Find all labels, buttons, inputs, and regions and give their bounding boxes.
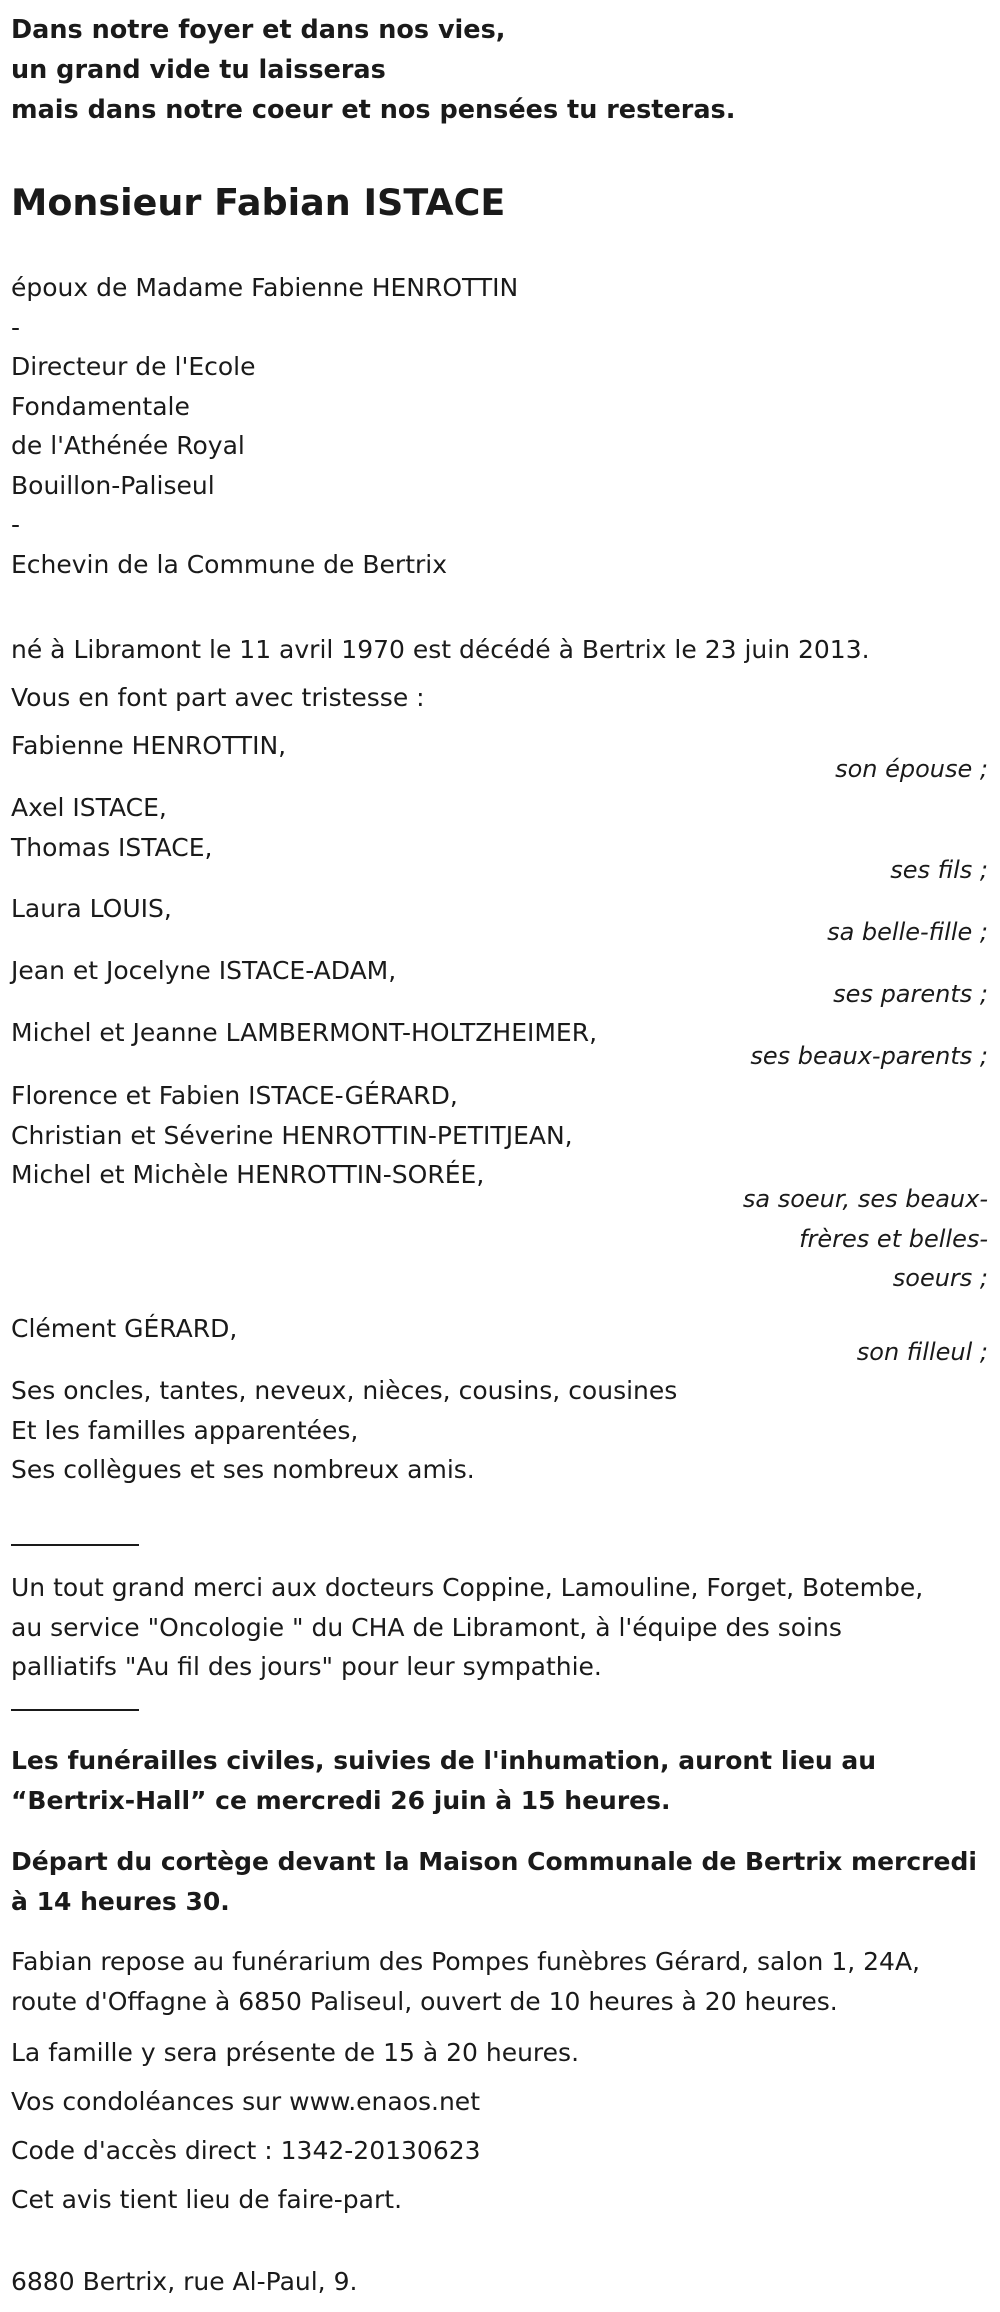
bio-line: Echevin de la Commune de Bertrix [11,549,448,579]
family-name: Florence et Fabien ISTACE-GÉRARD, [11,1081,458,1110]
procession-info [11,1842,977,1921]
family-name: Axel ISTACE, [11,793,167,822]
deceased-name: Monsieur Fabian ISTACE [11,181,506,224]
poem-line: un grand vide tu laisseras [11,55,386,85]
bio-line: époux de Madame Fabienne HENROTTIN [11,273,519,302]
family-relation-line: sa soeur, ses beaux- [742,1185,988,1213]
family-relation: sa belle-fille ; [827,918,988,946]
family-names: Michel et Jeanne LAMBERMONT-HOLTZHEIMER, [11,1018,598,1047]
family-presence: La famille y sera présente de 15 à 20 heures. [11,2038,580,2067]
bio-line: de l'Athénée Royal [11,431,245,460]
rest-line: Fabian repose au funérarium des Pompes funèbres Gérard, salon 1, 24A, [11,1947,920,1976]
rest-info [11,1942,920,2021]
birth-death: né à Libramont le 11 avril 1970 est décédé à Bertrix le 23 juin 2013. [11,635,870,664]
thanks-line: Un tout grand merci aux docteurs Coppine, Lamouline, Forget, Botembe, [11,1573,924,1602]
announcement-intro: Vous en font part avec tristesse : [11,683,425,712]
condolences: Vos condoléances sur www.enaos.net [11,2087,480,2116]
extended-family-line: Et les familles apparentées, [11,1415,359,1445]
poem-line: Dans notre foyer et dans nos vies, [11,15,506,45]
bio-line: - [11,312,21,342]
thanks-line: palliatifs "Au fil des jours" pour leur sympathie. [11,1652,602,1681]
family-names: Laura LOUIS, [11,894,172,923]
funeral-line: Les funérailles civiles, suivies de l'inhumation, auront lieu au [11,1746,877,1775]
thanks [11,1568,923,1687]
family-name: Michel et Michèle HENROTTIN-SORÉE, [11,1160,485,1189]
separator-line [11,1544,139,1546]
family-relation: ses fils ; [890,856,988,884]
extended-family [11,1371,677,1490]
bio [11,268,518,584]
procession-line: Départ du cortège devant la Maison Communale de Bertrix mercredi [11,1847,977,1876]
separator-line [11,1709,139,1711]
thanks-line: au service "Oncologie " du CHA de Libramont, à l'équipe des soins [11,1612,842,1642]
family-names [11,788,213,867]
extended-family-line: Ses oncles, tantes, neveux, nièces, cousins, cousines [11,1376,678,1405]
family-relation: ses parents ; [833,980,988,1008]
family-relation: ses beaux-parents ; [750,1042,988,1070]
bio-line: Directeur de l'Ecole [11,352,256,381]
family-relation-line: soeurs ; [892,1264,988,1292]
bio-line: Bouillon-Paliseul [11,470,215,500]
family-names: Clément GÉRARD, [11,1314,238,1343]
family-names: Jean et Jocelyne ISTACE-ADAM, [11,956,397,985]
extended-family-line: Ses collègues et ses nombreux amis. [11,1455,475,1484]
bio-line: Fondamentale [11,391,190,421]
family-name: Thomas ISTACE, [11,832,213,862]
procession-line: à 14 heures 30. [11,1886,230,1916]
bio-line: - [11,510,21,539]
family-names [11,1076,573,1195]
family-relation: son épouse ; [835,755,988,783]
family-names: Fabienne HENROTTIN, [11,731,287,760]
funeral-line: “Bertrix-Hall” ce mercredi 26 juin à 15 heures. [11,1785,671,1815]
access-code: Code d'accès direct : 1342-20130623 [11,2136,481,2165]
poem-line: mais dans notre coeur et nos pensées tu resteras. [11,95,736,125]
rest-line: route d'Offagne à 6850 Paliseul, ouvert de 10 heures à 20 heures. [11,1986,838,2016]
notice-text: Cet avis tient lieu de faire-part. [11,2185,403,2214]
family-relation: son filleul ; [856,1338,988,1366]
family-relation-line: frères et belles- [799,1224,988,1253]
funeral-info [11,1741,876,1820]
family-relation [743,1180,988,1299]
address: 6880 Bertrix, rue Al-Paul, 9. [11,2267,358,2296]
poem [11,10,735,130]
family-name: Christian et Séverine HENROTTIN-PETITJEAN, [11,1120,573,1150]
